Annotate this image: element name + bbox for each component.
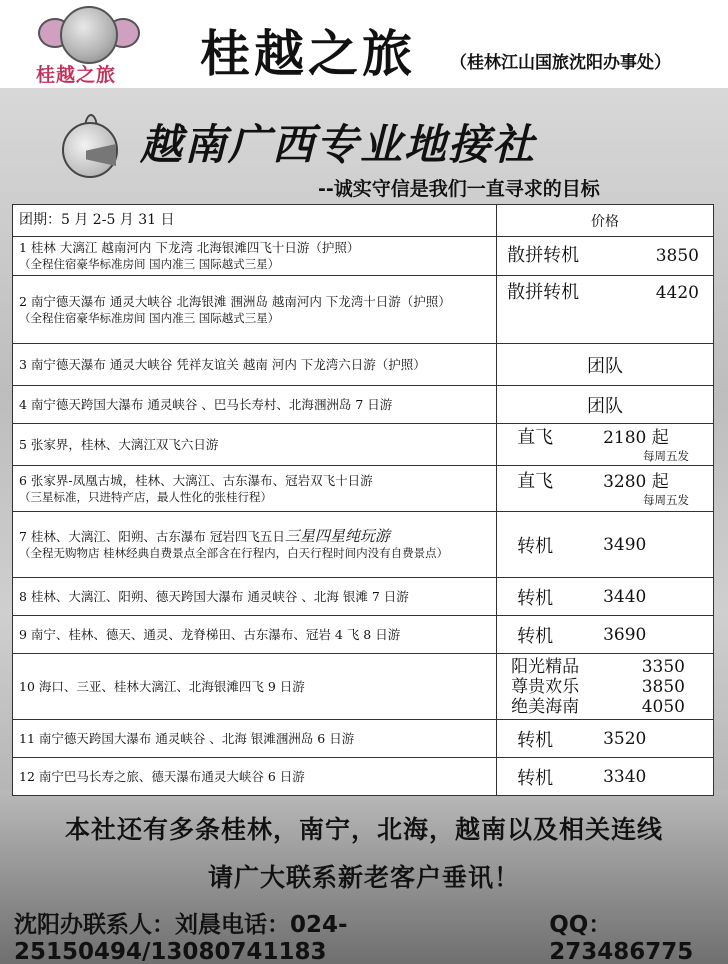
tour-desc: 5 张家界，桂林、大漓江双飞六日游 (13, 424, 497, 466)
tour-note: （全程住宿豪华标准房间 国内准三 国际越式三星） (19, 257, 280, 271)
tour-note: （全程住宿豪华标准房间 国内准三 国际越式三星） (19, 310, 280, 325)
logo-text: 桂越之旅 (36, 64, 117, 86)
agency-slogan: --诚实守信是我们一直寻求的目标 (318, 178, 600, 200)
elephant-mascot-icon (60, 6, 118, 64)
price-label: 转机 (517, 625, 554, 647)
brand-subtitle: （桂林江山国旅沈阳办事处） (450, 53, 671, 73)
header (0, 0, 728, 88)
price-label: 团队 (587, 355, 624, 377)
price-amount: 4420 (655, 283, 699, 303)
price-amount: 3850 (641, 676, 685, 697)
price-amount: 3440 (603, 586, 647, 607)
logo (30, 4, 180, 84)
departure-note: 每周五发 (643, 448, 689, 463)
agency-title: 越南广西专业地接社 (140, 120, 537, 169)
table-row (13, 386, 714, 424)
price-label: 尊贵欢乐 (511, 676, 580, 697)
tour-desc: 9 南宁、桂林、德天、通灵、龙脊梯田、古东瀑布、冠岩 4 飞 8 日游 (13, 616, 497, 654)
price-label: 直飞 (517, 470, 554, 492)
header-price: 价格 (497, 205, 714, 237)
price-amount: 3340 (603, 766, 647, 787)
tour-desc: 7 桂林、大漓江、阳朔、古东瀑布 冠岩四飞五日 (19, 528, 285, 544)
contact-phone: 沈阳办联系人：刘晨电话：024-25150494/13080741183 (14, 912, 348, 964)
table-row (13, 466, 714, 512)
tour-desc: 11 南宁德天跨国大瀑布 通灵峡谷 、北海 银滩涠洲岛 6 日游 (13, 720, 497, 758)
price-label: 直飞 (517, 426, 554, 448)
tour-desc: 1 桂林 大漓江 越南河内 下龙湾 北海银滩四飞十日游（护照） (19, 240, 360, 255)
contact-qq: QQ：273486775 (549, 912, 694, 964)
table-row (13, 720, 714, 758)
table-row (13, 616, 714, 654)
tour-desc: 2 南宁德天瀑布 通灵大峡谷 北海银滩 涠洲岛 越南河内 下龙湾十日游（护照） (19, 293, 451, 309)
price-amount: 3850 (655, 246, 699, 266)
price-label: 转机 (517, 767, 554, 789)
tour-desc: 10 海口、三亚、桂林大漓江、北海银滩四飞 9 日游 (13, 654, 497, 720)
departure-note: 每周五发 (643, 492, 689, 507)
header-dates: 团期：5 月 2-5 月 31 日 (13, 205, 497, 237)
table-row (13, 237, 714, 276)
price-label: 团队 (587, 395, 624, 417)
tour-desc: 8 桂林、大漓江、阳朔、德天跨国大瀑布 通灵峡谷 、北海 银滩 7 日游 (13, 578, 497, 616)
rabbit-megaphone-icon (56, 114, 122, 186)
table-row (13, 344, 714, 386)
price-label: 散拼转机 (507, 282, 580, 303)
footer-more-routes: 本社还有多条桂林，南宁，北海，越南以及相关连线 (64, 815, 663, 844)
tour-highlight: 三星四星纯玩游 (284, 526, 390, 545)
price-amount: 4050 (641, 696, 685, 717)
table-row (13, 758, 714, 796)
tour-note: （三星标准，只进特产店，最人性化的张桂行程） (19, 489, 272, 504)
price-label: 转机 (517, 729, 554, 751)
tour-desc: 6 张家界-凤凰古城，桂林、大漓江、古东瀑布、冠岩双飞十日游 (19, 472, 373, 488)
price-label: 绝美海南 (511, 696, 580, 717)
tour-note: （全程无购物店 桂林经典自费景点全部含在行程内，白天行程时间内没有自费景点） (19, 545, 449, 560)
brand-title: 桂越之旅 (200, 24, 416, 83)
price-label: 阳光精品 (511, 656, 580, 677)
price-amount: 3350 (641, 656, 685, 677)
price-label: 散拼转机 (507, 245, 580, 266)
tour-desc: 12 南宁巴马长寿之旅、德天瀑布通灵大峡谷 6 日游 (13, 758, 497, 796)
table-row (13, 512, 714, 578)
table-row (13, 578, 714, 616)
price-amount: 3490 (603, 534, 647, 555)
footer-contact (14, 906, 720, 964)
price-amount: 3690 (603, 624, 647, 645)
table-row (13, 424, 714, 466)
tour-desc: 4 南宁德天跨国大瀑布 通灵峡谷 、巴马长寿村、北海涠洲岛 7 日游 (13, 386, 497, 424)
table-row (13, 276, 714, 344)
tour-table (12, 204, 714, 796)
table-header-row (13, 205, 714, 237)
price-label: 转机 (517, 587, 554, 609)
footer-invitation: 请广大联系新老客户垂讯！ (207, 863, 520, 892)
table-row (13, 654, 714, 720)
price-amount: 2180 起 (603, 427, 669, 448)
price-amount: 3280 起 (603, 471, 669, 492)
tour-desc: 3 南宁德天瀑布 通灵大峡谷 凭祥友谊关 越南 河内 下龙湾六日游（护照） (13, 344, 497, 386)
price-amount: 3520 (603, 728, 647, 749)
price-label: 转机 (517, 535, 554, 557)
